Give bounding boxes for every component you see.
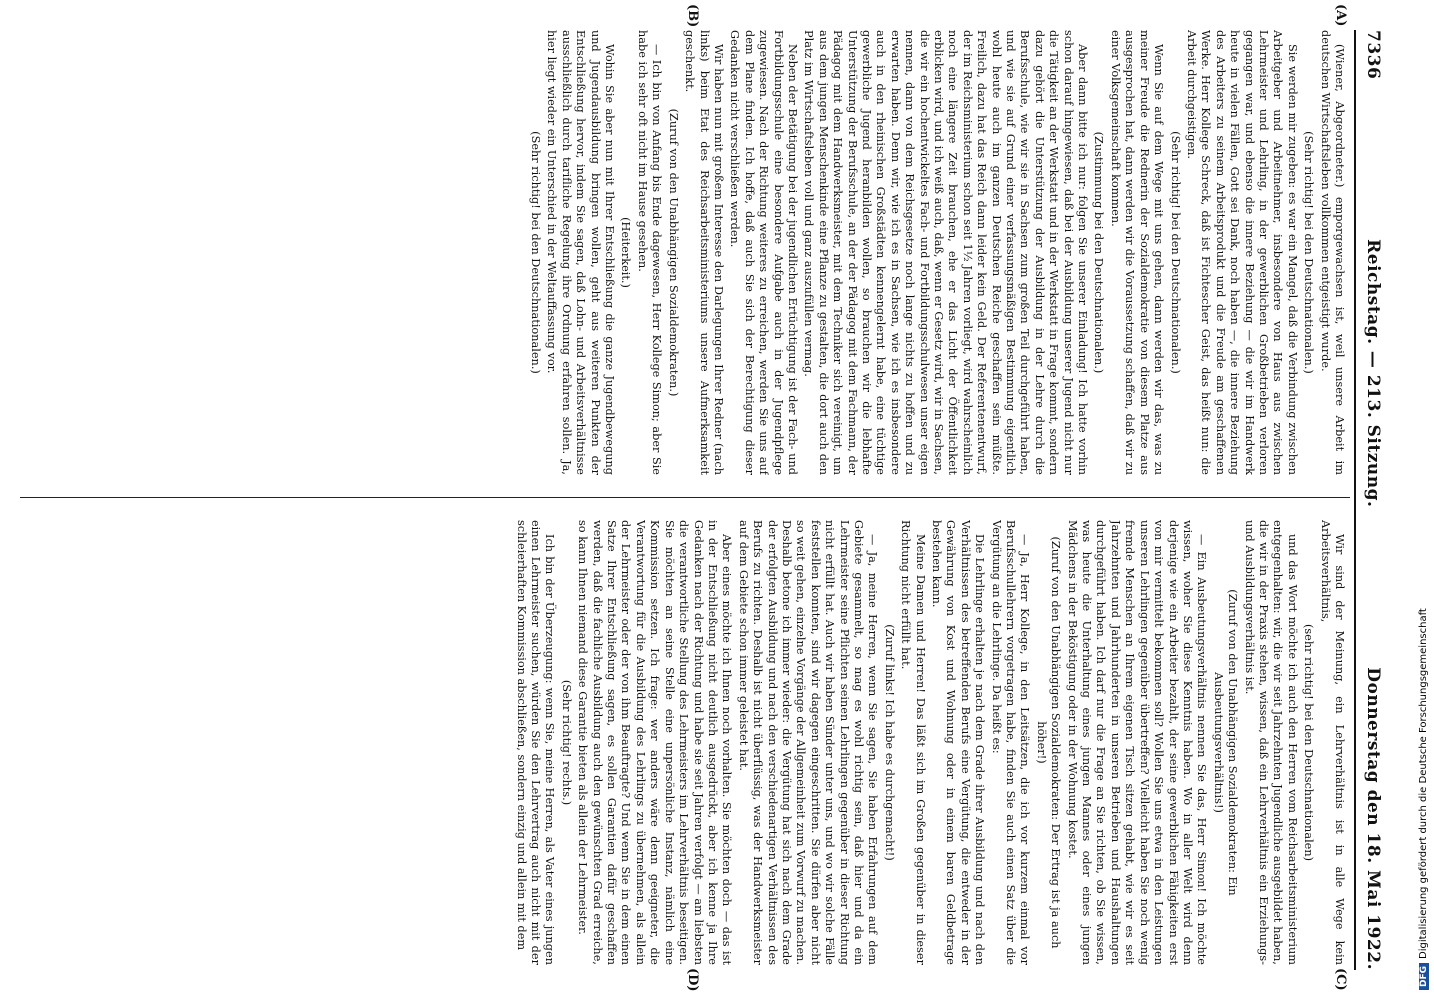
paragraph: — Ja, Herr Kollege, in den Leitsätzen, die ich vor kurzem einmal vor Berufsschullehrern vorgetragen habe, finden Sie auch einen Satz über die Vergütung an die Lehrlinge. Da heißt es: [989,520,1032,965]
left-column [20,30,1346,475]
paragraph: (Zuruf von den Unabhängigen Sozialdemokraten.) [666,108,680,397]
paragraph: (Sehr richtig! bei den Deutschnationalen.) [1168,131,1182,374]
paragraph: (Zuruf von den Unabhängigen Sozialdemokraten: Der Ertrag ist ja auch höher!) [1034,536,1063,949]
paragraph: Wir haben nun mit großem Interesse den Darlegungen Ihrer Redner (nach links) beim Etat des Reichsarbeitsministeriums unsere Aufmerksamkeit geschenkt. [683,30,725,475]
paragraph: Wohin Sie aber nun mit Ihrer Entschließung die ganze Jugendbewegung und Jugendausbildung bringen wollen, geht aus weiteren Punkten der Entschließung hervor, indem Sie sagen, daß Lohn- und Arbeitsverhältnisse ausschließlich durch tarifliche Regelung ihre Ordnung erfahren sollen. Ja, hier liegt wieder ein Unterschied in der Weltauffassung vor. [545,30,617,475]
paragraph: Wir sind der Meinung, ein Lehrverhältnis ist in alle Wege kein Arbeitsverhältnis, [1318,520,1346,965]
paragraph: und das Wort möchte ich auch den Herren vom Reichsarbeitsministerium entgegenhalten: wir, die wir seit Jahrzehnten Jugendliche ausgebildet haben, die wir in der Praxis stehen, wissen, daß ein Lehrverhältnis ein Erziehungs- und Ausbildungsverhältnis ist. [1242,520,1299,965]
paragraph: (Sehr richtig! bei den Deutschnationalen.) [529,131,543,374]
paragraph: Aber dann bitte ich nur: folgen Sie unserer Einladung! Ich hatte vorhin schon darauf hingewiesen, daß bei der Ausbildung unserer Jugend nicht nur die Tätigkeit an der Werkstatt und in der Werkstatt in Frage kommt, sondern dazu gehört die Unterstützung der Ausbildung in der Lehre durch die Berufsschule, wie wir sie in Sachsen zum großen Teil durchgeführt haben, und wie sie auf Grund einer verfassungsmäßigen Bestimmung eigentlich wohl heute auch im ganzen Deutschen Reiche geschaffen sein müßte. Freilich, dazu hat das Reich dann leider kein Geld. Der Referentenentwurf, der im Reichsministerium schon seit 1½ Jahren vorliegt, wird wahrscheinlich noch eine längere Zeit brauchen, ehe er das Licht der Öffentlichkeit erblicken wird, und ich weiß auch, daß, wenn er Gesetz wird, wir in Sachsen, die wir ein hochentwickeltes Fach- und Fortbildungsschulwesen unser eigen nennen, dann von dem Reichsgesetze noch lange nichts zu hoffen und zu erwarten haben. Denn wir, wie ich es in Sachsen, wie ich es insbesondere auch in den rheinischen Großstädten kennengelernt habe, eine tüchtige gewerbliche Jugend heranbilden wollen, so brauchen wir die lebhafte Unterstützung der Berufsschule, an der der Pädagog mit dem Fachmann, der Pädagog mit dem Handwerksmeister, mit dem Techniker sich vereinigt, um aus dem jungen Menschenkinde eine Pflanze zu gestalten, die dort auch den Platz im Wirtschaftsleben voll und ganz auszufüllen vermag. [802,30,1090,475]
header-rule [1354,30,1356,970]
paragraph: Ich bin der Überzeugung: wenn Sie, meine Herren, als Vater eines jungen einen Lehrmeister suchen, würden Sie den Lehrvertrag auch nicht mit der schleierhaften Kommission abschließen, sondern einzig und allein mit dem [514,520,557,965]
credit-text: Digitalisierung gefördert durch die Deutsche Forschungsgemeinschaft [1418,608,1429,959]
margin-marker-d: (D) [685,968,700,992]
paragraph: Sie werden mir zugeben: es war ein Mangel, daß die Verbindung zwischen Arbeitgeber und Arbeitnehmer, insbesondere von Haus aus zwischen Lehrmeister und Lehrling, in der gewerblichen Großbetrieben verloren gegangen war, und ebenso die innere Beziehung — die wir im Handwerk heute in vielen Fällen, Gott sei Dank, noch haben —, die innere Beziehung des Arbeiters zu seinem Arbeitsprodukt und die Freude am geschaffenen Werke. Herr Kollege Schreck, daß ist Fichtescher Geist, das heißt nun: die Arbeit durchgeistigen. [1184,30,1299,475]
paragraph: (Zuruf links! Ich habe es durchgemacht!) [882,624,896,861]
margin-marker-a: (A) [1333,4,1348,27]
paragraph: — Ein Ausbeutungsverhältnis nennen Sie das, Herr Simon! Ich möchte wissen, woher Sie diese Kenntnis haben. Wo in aller Welt wird denn derjenige wie ein Arbeiter bezahlt, der seine gewerblichen Fähigkeiten erst von mir vermittelt bekommen soll? Wollen Sie uns etwa in den Leistungen unseren Lehrlingen gegenüber übertreffen? Vielleicht haben Sie noch wenig fremde Menschen an Ihrem eigenen Tisch sitzen gehabt, wie wir es seit Jahrzehnten und Jahrhunderten in unseren Betrieben und Haushaltungen durchgeführt haben. Ich darf nur die Frage an Sie richten, ob Sie wissen, was heute die Unterhaltung eines jungen Mannes oder eines jungen Mädchens in der Beköstigung oder in der Wohnung kostet. [1065,520,1209,965]
paragraph: (Heiterkeit.) [619,217,633,288]
paragraph: (Sehr richtig! rechts.) [559,679,573,806]
page-number: 7336 [1363,30,1383,80]
paragraph: (Sehr richtig! bei den Deutschnationalen.) [1302,131,1316,374]
paragraph: Meine Damen und Herren! Das läßt sich im Großen gegenüber in dieser Richtung nicht erfüllt hat. [899,520,927,965]
page-header [1360,30,1386,970]
paragraph: (Zuruf von den Unabhängigen Sozialdemokraten: Ein Ausbeutungsverhältnis!) [1211,589,1240,896]
paragraph: (sehr richtig! bei den Deutschnationalen) [1302,623,1316,862]
session-title: Reichstag. — 213. Sitzung. [1363,239,1383,508]
paragraph: Wenn Sie auf dem Wege mit uns gehen, dann werden wir das, was zu meiner Freude die Rednerin der Sozialdemokratie von diesem Platze aus ausgesprochen hat, dann werden wir die Voraussetzung schaffen, daß wir zu einer Volksgemeinschaft kommen. [1108,30,1166,475]
paragraph: (Wiener, Abgeordneter.) emporgewachsen ist, weil unsere Arbeit im deutschen Wirtschaftsleben vollkommen entgeistigt wurde. [1318,30,1346,475]
digitization-credit [1406,0,1430,1000]
paragraph: Die Lehrlinge erhalten je nach dem Grade ihrer Ausbildung und nach den Verhältnissen des betreffenden Berufs eine Vergütung, die entweder in der Gewährung von Kost und Wohnung oder in einem baren Geldbetrage bestehen kann. [930,520,987,965]
column-divider [20,497,1350,498]
paragraph: Neben der Betätigung bei der jugendlichen Ertüchtigung ist der Fach- und Fortbildungsschule eine besondere Aufgabe auch in der Jugendpflege zugewiesen. Nach der Richtung weiteres zu erreichen, werden Sie uns auf dem Plane finden. Ich hoffe, daß auch Sie sich der Berechtigung dieser Gedanken nicht verschließen werden. [728,30,799,475]
paragraph: — Ich bin von Anfang bis Ende dagewesen, Herr Kollege Simon; aber Sie habe ich sehr oft nicht im Hause gesehen. [635,30,664,475]
margin-marker-c: (C) [1333,968,1348,991]
dfg-logo: DFG [1419,963,1429,990]
margin-marker-b: (B) [685,4,700,28]
session-date: Donnerstag den 18. Mai 1922. [1363,667,1383,970]
paragraph: (Zustimmung bei den Deutschnationalen.) [1092,131,1106,374]
right-column [20,520,1346,965]
paragraph: Aber eines möchte ich Ihnen noch vorhalten. Sie möchten doch — das ist in der Entschließung nicht deutlich ausgedrückt, aber ich kenne ja Ihre Gedanken nach der Richtung und habe sie seit Jahren verfolgt — am liebsten die verantwortliche Stellung des Lehrmeisters im Lehrverhältnis beseitigen. Sie möchten an seine Stelle eine unpersönliche Instanz, nämlich eine Kommission setzen. Ich frage: wer anders wäre denn geeigneter, die Verantwortung für die Ausbildung des Lehrlings zu übernehmen, als allein der Lehrmeister oder der von ihm Beauftragte? Und wenn Sie in dem einen Satze Ihrer Entschließung sagen, es sollen Garantien dafür geschaffen werden, daß die fachliche Ausbildung auch den gewünschten Grad erreiche, so kann Ihnen niemand diese Garantie bieten als allein der Lehrmeister. [576,520,734,965]
paragraph: — Ja, meine Herren, wenn Sie sagen, Sie haben Erfahrungen auf dem Gebiete gesammelt, so mag es wohl richtig sein, daß hier und da ein Lehrmeister seine Pflichten seinen Lehrlingen gegenüber in dieser Richtung nicht erfüllt hat. Auch wir haben Sünder unter uns, und wo wir solche Fälle feststellen konnten, sind wir dagegen eingeschritten. Sie dürfen aber nicht so weit gehen, einzelne Vorgänge der Allgemeinheit zum Vorwurf zu machen. Deshalb betone ich immer wieder: die Vergütung hat sich nach dem Grade der erfolgten Ausbildung und nach den verschiedenartigen Verhältnissen des Berufs zu richten. Deshalb ist nicht überflüssig, was der Handwerksmeister auf dem Gebiete schon immer geleistet hat. [736,520,880,965]
